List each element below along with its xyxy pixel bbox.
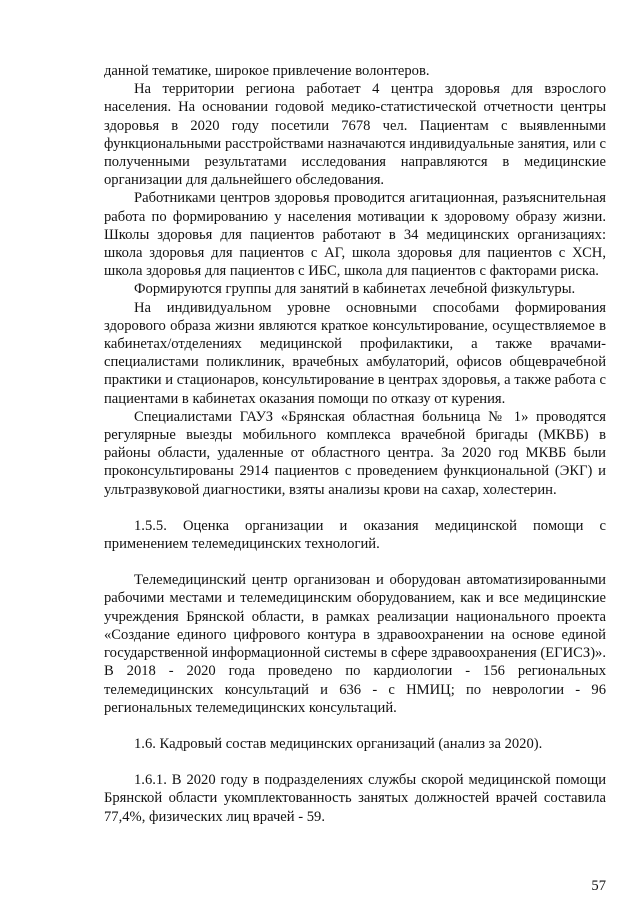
paragraph-volunteers-continuation: данной тематике, широкое привлечение волонтеров. (104, 63, 430, 79)
section-heading-telemedicine: 1.5.5. Оценка организации и оказания медицинской помощи с применением телемедицинских технологий. (104, 517, 606, 553)
spacer (104, 499, 606, 517)
spacer (104, 717, 606, 735)
section-heading-staffing: 1.6. Кадровый состав медицинских организаций (анализ за 2020). (134, 735, 543, 752)
paragraph-health-centers: На территории региона работает 4 центра здоровья для взрослого населения. На основании годовой медико-статистической отчетности центры здоровья в 2020 году посетили 7678 чел. Пациентам с выявленными функциональными расстройствами назначаются индивидуальные занятия, или с полученными результатами исследования направляются в медицинские организации для дальнейшего обследования. (104, 81, 606, 189)
paragraph-health-schools: Работниками центров здоровья проводится агитационная, разъяснительная работа по формированию у населения мотивации к здоровому образу жизни. Школы здоровья для пациентов работают в 34 медицинских организациях: школа здоровья для пациентов с АГ, школа здоровья для пациентов с ХСН, школа здоровья для пациентов с ИБС, школа для пациентов с факторами риска. (104, 190, 606, 280)
paragraph-ambulance-staffing: 1.6.1. В 2020 году в подразделениях службы скорой медицинской помощи Брянской области укомплектованность занятых должностей врачей составила 77,4%, физических лиц врачей - 59. (104, 772, 606, 825)
spacer (104, 753, 606, 771)
paragraph-telemedicine-center: Телемедицинский центр организован и оборудован автоматизированными рабочими местами и телемедицинским оборудованием, как и все медицинские учреждения Брянской области, в рамках реализации национального проекта «Создание единого цифрового контура в здравоохранении на основе единой государственной информационной системы в сфере здравоохранения (ЕГИСЗ)». В 2018 - 2020 года проведено по кардиологии - 156 региональных телемедицинских консультаций и 636 - с НМИЦ; по неврологии - 96 региональных телемедицинских консультаций. (104, 572, 606, 716)
page-number: 57 (591, 878, 606, 894)
paragraph-mobile-complex: Специалистами ГАУЗ «Брянская областная больница № 1» проводятся регулярные выезды мобильного комплекса врачебной бригады (МКВБ) в районы области, удаленные от областного центра. За 2020 год МКВБ были проконсультированы 2914 пациентов с проведением функциональной (ЭКГ) и ультразвуковой диагностики, взяты анализы крови на сахар, холестерин. (104, 408, 606, 498)
paragraph-physical-therapy: Формируются группы для занятий в кабинетах лечебной физкультуры. (134, 281, 576, 298)
paragraph-individual-level: На индивидуальном уровне основными способами формирования здорового образа жизни являются краткое консультирование, осуществляемое в кабинетах/отделениях медицинской профилактики, а также врачами-специалистами поликлиник, врачебных амбулаторий, офисов общеврачебной практики и стационаров, консультирование в центрах здоровья, а также работа с пациентами в кабинетах оказания помощи по отказу от курения. (104, 299, 606, 407)
spacer (104, 553, 606, 571)
page-body (104, 62, 606, 826)
